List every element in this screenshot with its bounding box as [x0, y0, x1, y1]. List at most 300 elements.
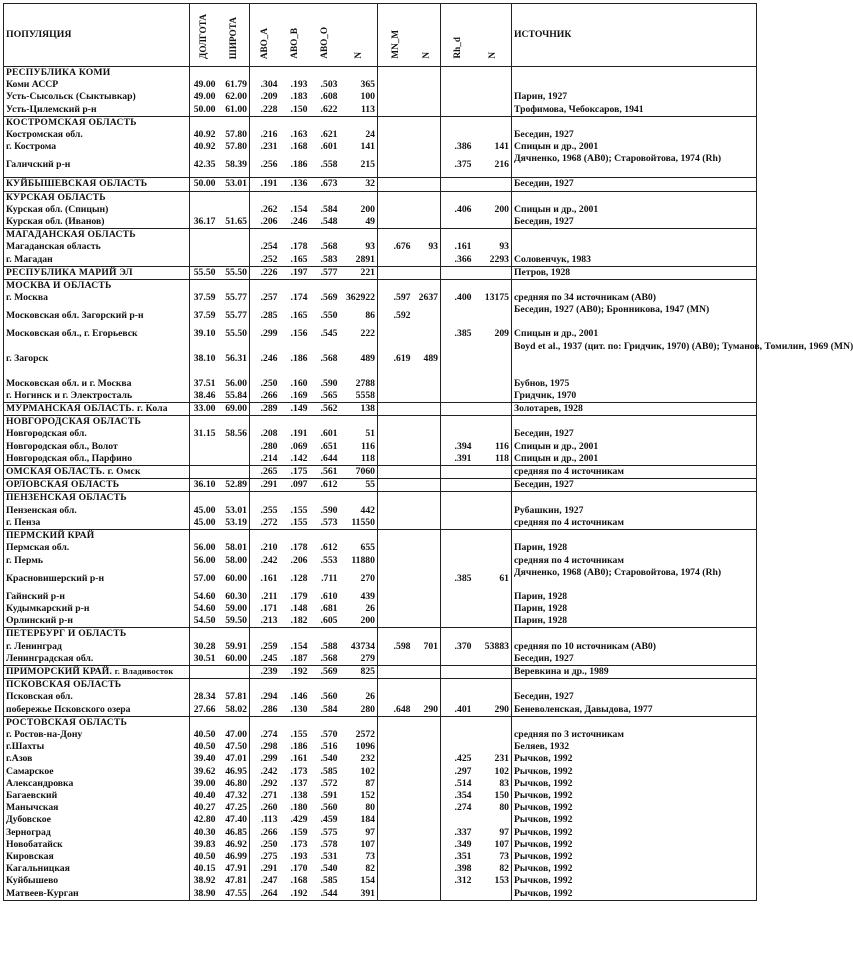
n-abo-cell: 55 [340, 479, 378, 492]
region-row [4, 679, 757, 692]
rh-d-cell [441, 416, 474, 429]
latitude-cell [218, 466, 250, 479]
abo-a-cell [250, 280, 280, 293]
abo-o-cell: .605 [320, 615, 338, 627]
n-rh-cell: 53883 [484, 640, 509, 652]
abo-a-cell: .113 [250, 814, 280, 826]
longitude-cell: 38.46 [190, 390, 218, 403]
source-cell: средняя по 34 источникам (АВ0) [512, 292, 757, 304]
longitude-cell: 31.15 [190, 428, 218, 440]
table-row [4, 104, 757, 117]
rh-d-cell [441, 67, 474, 80]
table-row [4, 615, 757, 628]
n-abo-cell: 141 [360, 141, 375, 153]
abo-a-cell: .304 [250, 79, 280, 91]
longitude-cell: 57.00 [190, 567, 218, 591]
abo-a-cell: .291 [250, 863, 280, 875]
source-cell [512, 492, 757, 505]
rh-d-cell: .400 [441, 292, 474, 304]
latitude-cell [218, 191, 250, 204]
row-name: Коми АССР [4, 79, 190, 91]
rh-d-cell [441, 91, 474, 103]
longitude-cell: 40.50 [190, 729, 218, 741]
abo-b-cell: .130 [290, 703, 308, 715]
table-row [4, 591, 757, 603]
n-rh-cell: 150 [494, 789, 509, 801]
abo-o-cell: .591 [320, 789, 338, 801]
source-cell: Рычков, 1992 [512, 839, 757, 851]
rh-d-cell: .406 [441, 204, 474, 216]
region-row [4, 266, 757, 279]
abo-b-cell: .168 [290, 141, 308, 153]
abo-a-cell: .250 [250, 839, 280, 851]
mn-m-cell [378, 479, 413, 492]
source-cell: Дячненко, 1968 (АВ0); Старовойтова, 1974 (Rh) [512, 567, 757, 591]
rh-d-cell [441, 591, 474, 603]
rh-d-cell [441, 280, 474, 293]
n-mn-cell [413, 591, 441, 603]
source-cell: Парин, 1927 [512, 91, 757, 103]
abo-b-cell: .187 [290, 652, 308, 664]
mn-m-cell: .676 [378, 241, 413, 253]
n-mn-cell [413, 888, 441, 901]
source-cell: Парин, 1928 [512, 591, 757, 603]
mn-m-cell [378, 790, 413, 802]
source-cell: Рычков, 1992 [512, 778, 757, 790]
abo-o-cell: .459 [320, 814, 338, 826]
n-abo-cell: 825 [340, 665, 378, 678]
source-cell: Рычков, 1992 [512, 863, 757, 875]
abo-b-cell: .128 [290, 572, 308, 584]
n-rh-cell: 231 [494, 753, 509, 765]
abo-a-cell: .292 [250, 778, 280, 790]
abo-b-cell [280, 116, 310, 129]
abo-o-cell [310, 67, 340, 80]
latitude-cell: 47.81 [225, 875, 247, 887]
n-rh-cell: 83 [499, 777, 509, 789]
n-rh-cell: 209 [494, 328, 509, 340]
n-abo-cell: 107 [360, 838, 375, 850]
header-n-rh: N [474, 4, 512, 67]
abo-b-cell: .163 [290, 129, 308, 141]
n-rh-cell: 200 [494, 203, 509, 215]
latitude-cell: 58.39 [225, 159, 247, 171]
n-mn-cell [413, 653, 441, 666]
rh-d-cell [441, 555, 474, 567]
n-abo-cell: 86 [365, 310, 375, 322]
n-rh-cell [474, 505, 512, 517]
n-rh-cell [474, 492, 512, 505]
rh-d-cell: .385 [441, 328, 474, 340]
row-name: МУРМАНСКАЯ ОБЛАСТЬ. г. Кола [4, 403, 190, 416]
row-name: Дубовское [4, 814, 190, 826]
mn-m-cell: .619 [378, 341, 413, 378]
n-rh-cell [474, 679, 512, 692]
rh-d-cell: .375 [441, 153, 474, 178]
n-rh-cell [474, 403, 512, 416]
header-n-mn: N [413, 4, 441, 67]
abo-a-cell: .298 [250, 741, 280, 753]
n-mn-cell [413, 204, 441, 216]
n-abo-cell: 200 [360, 615, 375, 627]
n-rh-cell: 80 [499, 802, 509, 814]
source-cell: Парин, 1928 [512, 603, 757, 615]
rh-d-cell: .349 [441, 839, 474, 851]
abo-a-cell: .265 [250, 466, 280, 479]
source-cell: Рычков, 1992 [512, 753, 757, 765]
region-row [4, 530, 757, 543]
table-row [4, 91, 757, 103]
abo-a-cell: .266 [250, 827, 280, 839]
n-abo-cell: 442 [360, 504, 375, 516]
abo-b-cell: .191 [290, 428, 308, 440]
rh-d-cell [441, 479, 474, 492]
longitude-cell: 56.00 [190, 542, 218, 554]
latitude-cell: 47.55 [218, 888, 250, 901]
mn-m-cell [378, 428, 413, 440]
n-mn-cell [413, 517, 441, 530]
n-abo-cell: 2891 [355, 253, 375, 265]
n-abo-cell: 116 [361, 440, 375, 452]
table-row [4, 729, 757, 741]
row-name: Псковская обл. [4, 691, 190, 703]
n-rh-cell [474, 466, 512, 479]
mn-m-cell [378, 839, 413, 851]
rh-d-cell [441, 665, 474, 678]
abo-b-cell: .170 [290, 863, 308, 875]
abo-o-cell: .565 [320, 389, 338, 401]
row-name: РОСТОВСКАЯ ОБЛАСТЬ [4, 716, 190, 729]
abo-o-cell: .575 [320, 826, 338, 838]
header-population: ПОПУЛЯЦИЯ [4, 4, 190, 67]
mn-m-cell [378, 665, 413, 678]
latitude-cell: 47.25 [225, 802, 247, 814]
n-mn-cell [413, 116, 441, 129]
n-rh-cell [474, 615, 512, 628]
abo-o-cell [310, 229, 340, 242]
n-rh-cell [474, 591, 512, 603]
longitude-cell: 40.40 [190, 790, 218, 802]
source-cell: Рычков, 1992 [512, 802, 757, 814]
mn-m-cell [378, 814, 413, 826]
region-row [4, 67, 757, 80]
n-rh-cell: 93 [499, 241, 509, 253]
longitude-cell: 28.34 [190, 691, 218, 703]
abo-a-cell: .209 [250, 91, 280, 103]
longitude-cell: 54.50 [190, 615, 218, 628]
latitude-cell: 53.01 [225, 504, 247, 516]
abo-o-cell: .610 [320, 590, 338, 602]
n-mn-cell [413, 790, 441, 802]
latitude-cell [218, 628, 250, 641]
n-rh-cell [474, 178, 512, 191]
longitude-cell [190, 116, 218, 129]
table-row [4, 129, 757, 141]
source-cell: Парин, 1928 [512, 542, 757, 554]
latitude-cell [218, 241, 250, 253]
abo-o-cell: .578 [320, 838, 338, 850]
n-mn-cell [413, 304, 441, 328]
abo-o-cell: .516 [320, 741, 338, 753]
latitude-cell: 46.85 [225, 826, 247, 838]
abo-a-cell: .299 [250, 753, 280, 765]
n-rh-cell: 107 [494, 838, 509, 850]
n-mn-cell [413, 492, 441, 505]
longitude-cell: 36.17 [190, 216, 218, 229]
longitude-cell [190, 679, 218, 692]
source-cell [512, 191, 757, 204]
longitude-cell [190, 665, 218, 678]
n-rh-cell: 153 [494, 875, 509, 887]
region-row [4, 492, 757, 505]
longitude-cell [190, 241, 218, 253]
rh-d-cell [441, 229, 474, 242]
source-cell: Рычков, 1992 [512, 814, 757, 826]
row-name [4, 665, 190, 678]
latitude-cell [218, 116, 250, 129]
n-rh-cell [474, 67, 512, 80]
latitude-cell: 47.40 [225, 814, 247, 826]
n-mn-cell [413, 542, 441, 554]
n-rh-cell [474, 530, 512, 543]
abo-o-cell: .531 [320, 850, 338, 862]
n-rh-cell: 2293 [489, 253, 509, 265]
abo-a-cell: .246 [250, 341, 280, 378]
longitude-cell: 40.15 [190, 863, 218, 875]
table-row [4, 851, 757, 863]
abo-b-cell: .182 [290, 615, 308, 627]
longitude-cell: 56.00 [190, 555, 218, 567]
table-row [4, 888, 757, 901]
table-row [4, 691, 757, 703]
longitude-cell: 38.90 [190, 888, 218, 901]
mn-m-cell [378, 204, 413, 216]
source-cell: Соловенчук, 1983 [512, 254, 757, 267]
longitude-cell: 33.00 [190, 403, 218, 416]
longitude-cell: 40.27 [190, 802, 218, 814]
population-table [3, 3, 853, 901]
n-rh-cell [474, 229, 512, 242]
n-mn-cell: 701 [423, 640, 438, 652]
region-row [4, 178, 757, 191]
rh-d-cell: .274 [441, 802, 474, 814]
table-row [4, 141, 757, 153]
mn-m-cell [378, 888, 413, 901]
n-mn-cell [413, 453, 441, 466]
longitude-cell: 39.40 [190, 753, 218, 765]
source-cell [512, 679, 757, 692]
latitude-cell: 59.91 [225, 640, 247, 652]
source-cell: Беседин, 1927 [512, 428, 757, 440]
row-name: Московская обл. и г. Москва [4, 378, 190, 390]
abo-a-cell: .262 [250, 204, 280, 216]
n-mn-cell [413, 766, 441, 778]
source-cell: Трофимова, Чебоксаров, 1941 [512, 104, 757, 117]
n-abo-cell: 221 [340, 266, 378, 279]
mn-m-cell [378, 254, 413, 267]
latitude-cell: 59.50 [225, 615, 247, 627]
abo-b-cell: .192 [280, 888, 310, 901]
row-name: Кагальницкая [4, 863, 190, 875]
table-row [4, 839, 757, 851]
longitude-cell: 42.80 [190, 814, 218, 826]
n-mn-cell [413, 191, 441, 204]
abo-o-cell [310, 280, 340, 293]
rh-d-cell [441, 79, 474, 91]
longitude-cell: 54.60 [190, 591, 218, 603]
n-mn-cell [413, 403, 441, 416]
n-abo-cell: 113 [361, 103, 375, 115]
n-mn-cell [413, 390, 441, 403]
region-row [4, 466, 757, 479]
mn-m-cell [378, 466, 413, 479]
abo-o-cell: .608 [320, 91, 338, 103]
table-row [4, 653, 757, 666]
abo-a-cell: .260 [250, 802, 280, 814]
n-mn-cell [413, 875, 441, 887]
table-row [4, 204, 757, 216]
row-name: Александровка [4, 778, 190, 790]
table-row [4, 79, 757, 91]
abo-a-cell: .280 [250, 441, 280, 453]
abo-o-cell: .585 [320, 875, 338, 887]
n-abo-cell [340, 280, 378, 293]
table-row [4, 254, 757, 267]
abo-a-cell: .266 [250, 390, 280, 403]
abo-o-cell: .711 [321, 572, 338, 584]
mn-m-cell [378, 653, 413, 666]
n-rh-cell: 61 [499, 572, 509, 584]
longitude-cell: 37.51 [190, 378, 218, 390]
abo-b-cell: .429 [290, 814, 308, 826]
rh-d-cell [441, 466, 474, 479]
mn-m-cell [378, 542, 413, 554]
mn-m-cell [378, 378, 413, 390]
rh-d-cell [441, 378, 474, 390]
abo-o-cell: .583 [320, 253, 338, 265]
abo-b-cell: .183 [290, 91, 308, 103]
longitude-cell: 54.60 [190, 603, 218, 615]
mn-m-cell [378, 67, 413, 80]
abo-b-cell: .150 [290, 103, 308, 115]
table-row [4, 428, 757, 440]
abo-o-cell: .560 [320, 691, 338, 703]
abo-a-cell: .171 [250, 603, 280, 615]
abo-b-cell: .148 [290, 602, 308, 614]
n-mn-cell [413, 778, 441, 790]
n-rh-cell [474, 517, 512, 530]
source-cell [512, 67, 757, 80]
source-cell [512, 716, 757, 729]
row-name: Московская обл. Загорский р-н [4, 304, 190, 328]
table-row [4, 378, 757, 390]
latitude-cell [218, 665, 250, 678]
table-row [4, 441, 757, 453]
mn-m-cell [378, 691, 413, 703]
latitude-cell: 60.00 [225, 572, 247, 584]
abo-o-cell: .569 [310, 665, 340, 678]
abo-o-cell: .590 [320, 504, 338, 516]
row-name: Зерноград [4, 827, 190, 839]
table-row [4, 517, 757, 530]
row-name: г. Пенза [4, 517, 190, 530]
n-mn-cell [413, 416, 441, 429]
longitude-cell: 39.83 [190, 839, 218, 851]
n-abo-cell: 26 [365, 602, 375, 614]
abo-a-cell: .272 [250, 517, 280, 530]
n-rh-cell [474, 814, 512, 826]
source-cell: Спицын и др., 2001 [512, 141, 757, 153]
n-abo-cell: 200 [360, 203, 375, 215]
n-abo-cell [340, 229, 378, 242]
row-name: Куйбышево [4, 875, 190, 887]
n-mn-cell: 290 [423, 703, 438, 715]
n-rh-cell: 141 [494, 141, 509, 153]
row-name: побережье Псковского озера [4, 704, 190, 717]
n-abo-cell: 2788 [355, 377, 375, 389]
source-cell: Беседин, 1927 [512, 129, 757, 141]
n-rh-cell: 73 [499, 850, 509, 862]
n-mn-cell [413, 802, 441, 814]
abo-o-cell: .588 [320, 640, 338, 652]
longitude-cell: 30.51 [190, 653, 218, 666]
rh-d-cell: .366 [441, 254, 474, 267]
latitude-cell [218, 254, 250, 267]
abo-b-cell: .246 [290, 216, 308, 228]
row-name: ПЕНЗЕНСКАЯ ОБЛАСТЬ [4, 492, 190, 505]
latitude-cell: 69.00 [218, 403, 250, 416]
table-row [4, 741, 757, 753]
abo-a-cell: .291 [250, 479, 280, 492]
n-mn-cell [413, 603, 441, 615]
n-rh-cell [474, 741, 512, 753]
n-rh-cell: 102 [494, 765, 509, 777]
abo-b-cell: .160 [290, 377, 308, 389]
abo-b-cell: .155 [290, 516, 308, 528]
n-mn-cell [413, 79, 441, 91]
table-row [4, 603, 757, 615]
row-name-text: ПРИМОРСКИЙ КРАЙ. [6, 665, 113, 677]
source-cell: Рычков, 1992 [512, 766, 757, 778]
abo-a-cell: .271 [250, 790, 280, 802]
abo-o-cell: .568 [320, 652, 338, 664]
n-abo-cell: 489 [360, 353, 375, 365]
abo-o-cell: .651 [320, 440, 338, 452]
source-cell: Парин, 1928 [512, 615, 757, 628]
latitude-cell: 47.50 [225, 741, 247, 753]
n-mn-cell [413, 91, 441, 103]
rh-d-cell [441, 191, 474, 204]
abo-o-cell: .558 [320, 159, 338, 171]
abo-o-cell [310, 716, 340, 729]
latitude-cell [218, 716, 250, 729]
region-row [4, 479, 757, 492]
abo-a-cell: .245 [250, 653, 280, 666]
table-row [4, 153, 757, 178]
latitude-cell: 59.00 [225, 602, 247, 614]
n-mn-cell [413, 665, 441, 678]
mn-m-cell [378, 104, 413, 117]
n-rh-cell [474, 716, 512, 729]
abo-b-cell: .169 [290, 389, 308, 401]
row-name: КУЙБЫШЕВСКАЯ ОБЛАСТЬ [4, 178, 190, 191]
n-rh-cell [474, 390, 512, 403]
source-cell: Веревкина и др., 1989 [512, 665, 757, 678]
rh-d-cell [441, 403, 474, 416]
n-rh-cell: 118 [495, 452, 509, 464]
n-abo-cell [340, 191, 378, 204]
row-name: г. Москва [4, 292, 190, 304]
